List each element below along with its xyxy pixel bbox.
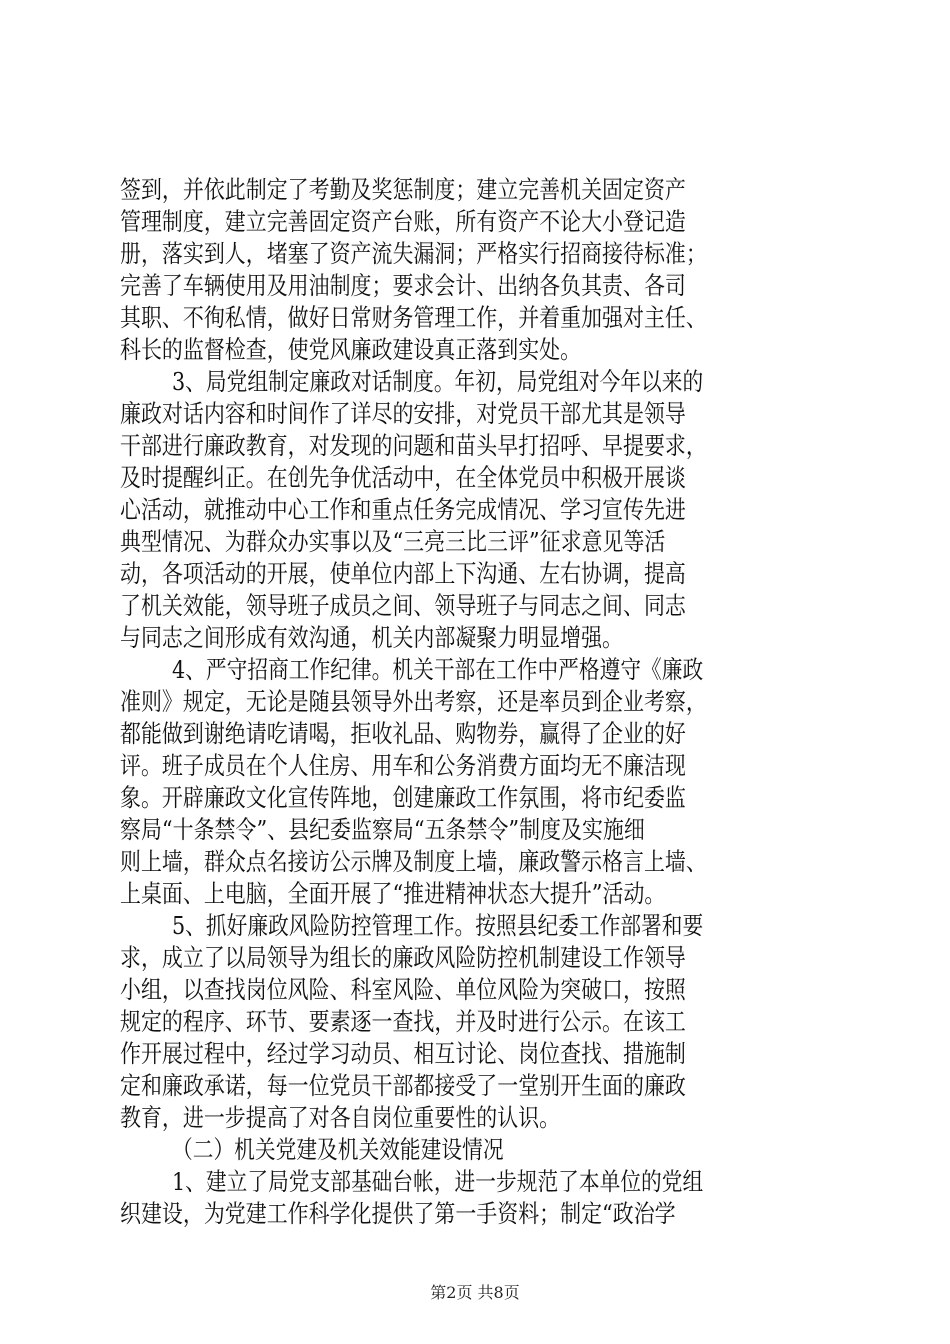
text-line-26 xyxy=(0,975,950,1005)
text-line-4 xyxy=(0,271,950,301)
text-line-18-text: 都能做到谢绝请吃请喝，拒收礼品、购物券，赢得了企业的好 xyxy=(120,719,686,748)
section-heading xyxy=(0,1135,950,1165)
text-line-1-text: 签到，并依此制定了考勤及奖惩制度；建立完善机关固定资产 xyxy=(120,175,686,204)
text-line-16 xyxy=(0,655,950,685)
text-line-11 xyxy=(0,495,950,525)
text-line-14 xyxy=(0,591,950,621)
text-line-23 xyxy=(0,879,950,909)
text-line-28 xyxy=(0,1039,950,1069)
text-line-33 xyxy=(0,1199,950,1229)
text-line-28-text: 作开展过程中，经过学习动员、相互讨论、岗位查找、措施制 xyxy=(120,1039,686,1068)
text-line-3-text: 册，落实到人，堵塞了资产流失漏洞；严格实行招商接待标准； xyxy=(120,239,707,268)
text-line-27 xyxy=(0,1007,950,1037)
text-line-15-text: 与同志之间形成有效沟通，机关内部凝聚力明显增强。 xyxy=(120,623,623,652)
page-number: 第2页 共8页 xyxy=(430,1283,520,1302)
text-line-19 xyxy=(0,751,950,781)
text-line-7-text: 3、局党组制定廉政对话制度。年初，局党组对今年以来的 xyxy=(172,367,704,396)
text-line-8 xyxy=(0,399,950,429)
text-line-24-text: 5、抓好廉政风险防控管理工作。按照县纪委工作部署和要 xyxy=(172,911,704,940)
text-line-29 xyxy=(0,1071,950,1101)
text-line-33-text: 织建设，为党建工作科学化提供了第一手资料；制定“政治学 xyxy=(120,1199,676,1228)
text-line-24 xyxy=(0,911,950,941)
text-line-17 xyxy=(0,687,950,717)
text-line-18 xyxy=(0,719,950,749)
text-line-21-text: 察局“十条禁令”、县纪委监察局“五条禁令”制度及实施细 xyxy=(120,815,645,844)
text-line-25-text: 求，成立了以局领导为组长的廉政风险防控机制建设工作领导 xyxy=(120,943,686,972)
text-line-14-text: 了机关效能，领导班子成员之间、领导班子与同志之间、同志 xyxy=(120,591,686,620)
text-line-16-text: 4、严守招商工作纪律。机关干部在工作中严格遵守《廉政 xyxy=(172,655,704,684)
text-line-3 xyxy=(0,239,950,269)
text-line-22 xyxy=(0,847,950,877)
section-heading-text: （二）机关党建及机关效能建设情况 xyxy=(172,1135,504,1164)
text-line-30 xyxy=(0,1103,950,1133)
text-line-17-text: 准则》规定，无论是随县领导外出考察，还是率员到企业考察， xyxy=(120,687,707,716)
text-line-32-text: 1、建立了局党支部基础台帐，进一步规范了本单位的党组 xyxy=(172,1167,704,1196)
text-line-2 xyxy=(0,207,950,237)
text-line-26-text: 小组，以查找岗位风险、科室风险、单位风险为突破口，按照 xyxy=(120,975,686,1004)
text-line-23-text: 上桌面、上电脑，全面开展了“推进精神状态大提升”活动。 xyxy=(120,879,666,908)
text-line-21 xyxy=(0,815,950,845)
text-line-20-text: 象。开辟廉政文化宣传阵地，创建廉政工作氛围，将市纪委监 xyxy=(120,783,686,812)
text-line-8-text: 廉政对话内容和时间作了详尽的安排，对党员干部尤其是领导 xyxy=(120,399,686,428)
text-line-25 xyxy=(0,943,950,973)
text-line-2-text: 管理制度，建立完善固定资产台账，所有资产不论大小登记造 xyxy=(120,207,686,236)
text-line-11-text: 心活动，就推动中心工作和重点任务完成情况、学习宣传先进 xyxy=(120,495,686,524)
text-line-19-text: 评。班子成员在个人住房、用车和公务消费方面均无不廉洁现 xyxy=(120,751,686,780)
text-line-4-text: 完善了车辆使用及用油制度；要求会计、出纳各负其责、各司 xyxy=(120,271,686,300)
text-line-6 xyxy=(0,335,950,365)
text-line-5 xyxy=(0,303,950,333)
text-line-12 xyxy=(0,527,950,557)
text-line-12-text: 典型情况、为群众办实事以及“三亮三比三评”征求意见等活 xyxy=(120,527,666,556)
text-line-29-text: 定和廉政承诺，每一位党员干部都接受了一堂别开生面的廉政 xyxy=(120,1071,686,1100)
text-line-13-text: 动，各项活动的开展，使单位内部上下沟通、左右协调，提高 xyxy=(120,559,686,588)
text-line-10-text: 及时提醒纠正。在创先争优活动中，在全体党员中积极开展谈 xyxy=(120,463,686,492)
text-line-20 xyxy=(0,783,950,813)
text-line-7 xyxy=(0,367,950,397)
text-line-1 xyxy=(0,175,950,205)
text-line-32 xyxy=(0,1167,950,1197)
text-line-15 xyxy=(0,623,950,653)
text-line-10 xyxy=(0,463,950,493)
text-line-13 xyxy=(0,559,950,589)
text-line-9-text: 干部进行廉政教育，对发现的问题和苗头早打招呼、早提要求， xyxy=(120,431,707,460)
text-line-30-text: 教育，进一步提高了对各自岗位重要性的认识。 xyxy=(120,1103,561,1132)
text-line-22-text: 则上墙，群众点名接访公示牌及制度上墙，廉政警示格言上墙、 xyxy=(120,847,707,876)
text-line-5-text: 其职、不徇私情，做好日常财务管理工作，并着重加强对主任、 xyxy=(120,303,707,332)
text-line-9 xyxy=(0,431,950,461)
text-line-6-text: 科长的监督检查，使党风廉政建设真正落到实处。 xyxy=(120,335,582,364)
text-line-27-text: 规定的程序、环节、要素逐一查找，并及时进行公示。在该工 xyxy=(120,1007,686,1036)
